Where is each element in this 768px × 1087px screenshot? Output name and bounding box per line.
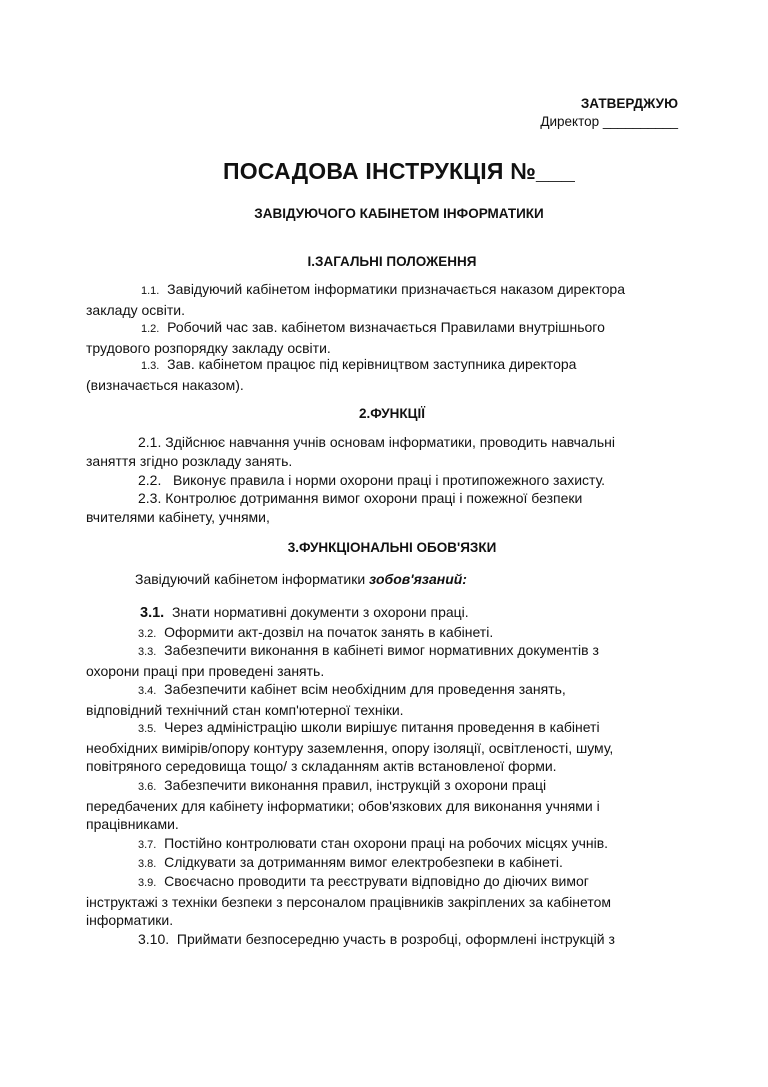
intro-emphasis: зобов'язаний: bbox=[369, 571, 467, 587]
item-text: 2.3. Контролює дотримання вимог охорони праці і пожежної безпеки bbox=[138, 490, 583, 506]
paragraph-1-1 bbox=[86, 280, 686, 319]
item-number: 3.6. bbox=[138, 781, 157, 793]
item-text: необхідних вимірів/опору контуру заземлення, опору ізоляції, освітленості, шуму, bbox=[86, 739, 614, 756]
item-text: Оформити акт-дозвіл на початок занять в кабінеті. bbox=[164, 624, 494, 640]
item-text: Забезпечити кабінет всім необхідним для проведення занять, bbox=[164, 681, 566, 697]
paragraph-3-1 bbox=[86, 603, 686, 623]
director-signature-line: Директор __________ bbox=[540, 114, 678, 129]
item-text: Через адміністрацію школи вирішує питання проведення в кабінеті bbox=[164, 719, 600, 735]
paragraph-1-3 bbox=[86, 355, 686, 394]
item-number: 3.4. bbox=[138, 685, 157, 697]
item-text: передбачених для кабінету інформатики; обов'язкових для виконання учнями і bbox=[86, 797, 600, 814]
item-number: 3.10. bbox=[138, 931, 170, 947]
item-text: Робочий час зав. кабінетом визначається Правилами внутрішнього bbox=[167, 319, 605, 335]
item-text: (визначається наказом). bbox=[86, 376, 244, 393]
paragraph-2-2 bbox=[86, 471, 686, 490]
paragraph-3-10 bbox=[86, 930, 686, 949]
approval-heading: ЗАТВЕРДЖУЮ bbox=[580, 96, 678, 111]
item-text: Своєчасно проводити та реєструвати відповідно до діючих вимог bbox=[164, 873, 589, 889]
approval-block bbox=[540, 95, 678, 131]
intro-text: Завідуючий кабінетом інформатики bbox=[135, 571, 370, 587]
paragraph-3-6 bbox=[86, 776, 686, 834]
item-number: 3.9. bbox=[138, 877, 157, 889]
item-number: 3.5. bbox=[138, 723, 157, 735]
paragraph-3-7 bbox=[86, 834, 686, 855]
item-text: інструктажі з техніки безпеки з персоналом працівників закріплених за кабінетом bbox=[86, 893, 611, 910]
item-number: 3.1. bbox=[140, 605, 165, 621]
item-text: вчителями кабінету, учнями, bbox=[86, 508, 270, 525]
paragraph-3-4 bbox=[86, 680, 686, 719]
paragraph-3-3 bbox=[86, 641, 686, 680]
document-title: ПОСАДОВА ІНСТРУКЦІЯ №___ bbox=[222, 158, 576, 184]
section3-intro bbox=[86, 570, 686, 589]
item-text: працівниками. bbox=[86, 816, 179, 832]
item-number: 3.8. bbox=[138, 858, 157, 870]
item-text: Постійно контролювати стан охорони праці на робочих місцях учнів. bbox=[164, 835, 609, 851]
item-text: 2.2. Виконує правила і норми охорони праці і протипожежного захисту. bbox=[138, 472, 606, 488]
item-text: 2.1. Здійснює навчання учнів основам інформатики, проводить навчальні bbox=[138, 434, 615, 450]
item-text: трудового розпорядку закладу освіти. bbox=[86, 339, 331, 356]
item-text: Слідкувати за дотриманням вимог електробезпеки в кабінеті. bbox=[164, 854, 563, 870]
section2-heading: 2.ФУНКЦІЇ bbox=[359, 406, 425, 421]
item-text: Забезпечити виконання правил, інструкцій з охорони праці bbox=[164, 777, 547, 793]
item-text: Завідуючий кабінетом інформатики призначається наказом директора bbox=[167, 281, 625, 297]
item-number: 1.1. bbox=[141, 285, 160, 297]
paragraph-3-8 bbox=[86, 853, 686, 874]
item-number: 1.2. bbox=[141, 323, 160, 335]
item-text: заняття згідно розкладу занять. bbox=[86, 452, 293, 469]
item-number: 3.2. bbox=[138, 628, 157, 640]
item-text: Приймати безпосередню участь в розробці, оформлені інструкцій з bbox=[176, 931, 615, 947]
item-number: 1.3. bbox=[141, 360, 160, 372]
item-number: 3.7. bbox=[138, 839, 157, 851]
section1-heading: І.ЗАГАЛЬНІ ПОЛОЖЕННЯ bbox=[307, 254, 477, 269]
paragraph-1-2 bbox=[86, 318, 686, 357]
item-text: Забезпечити виконання в кабінеті вимог нормативних документів з bbox=[164, 642, 599, 658]
item-text: Зав. кабінетом працює під керівництвом заступника директора bbox=[167, 356, 577, 372]
paragraph-2-3 bbox=[86, 489, 686, 526]
item-text: відповідний технічний стан комп'ютерної техніки. bbox=[86, 701, 404, 718]
paragraph-3-5 bbox=[86, 718, 686, 776]
document-subtitle: ЗАВІДУЮЧОГО КАБІНЕТОМ ІНФОРМАТИКИ bbox=[254, 206, 544, 221]
item-number: 3.3. bbox=[138, 646, 157, 658]
item-text: охорони праці при проведені занять. bbox=[86, 662, 325, 679]
item-text: закладу освіти. bbox=[86, 301, 185, 318]
item-text: інформатики. bbox=[86, 912, 174, 928]
paragraph-3-9 bbox=[86, 872, 686, 930]
section3-heading: 3.ФУНКЦІОНАЛЬНІ ОБОВ'ЯЗКИ bbox=[287, 540, 497, 555]
item-text: повітряного середовища тощо/ з складанням актів встановленої форми. bbox=[86, 758, 557, 774]
paragraph-2-1 bbox=[86, 433, 686, 470]
item-text: Знати нормативні документи з охорони праці. bbox=[171, 604, 469, 620]
